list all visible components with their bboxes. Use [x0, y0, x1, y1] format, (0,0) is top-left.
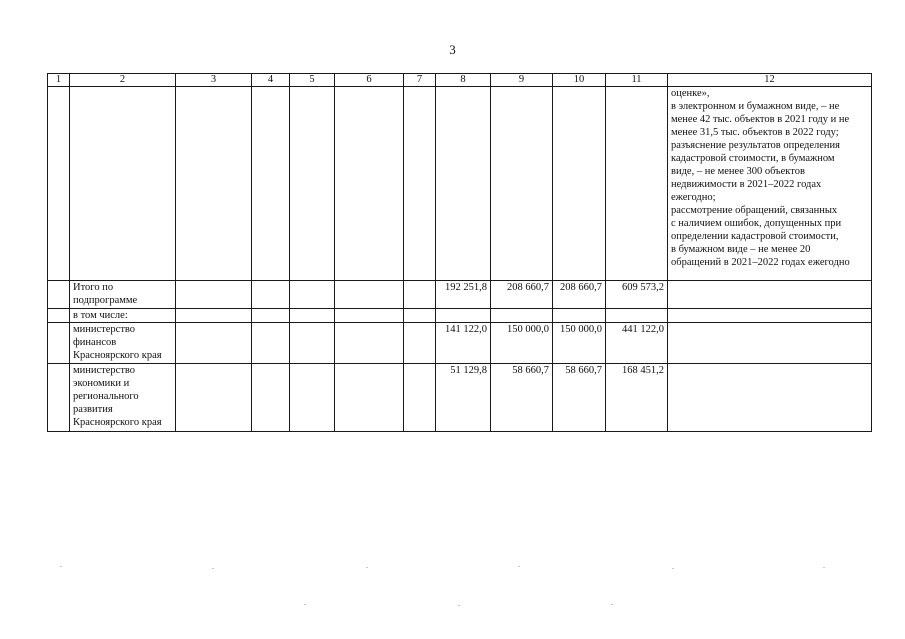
- row-label-line: Красноярского края: [73, 417, 162, 428]
- column-header: 8: [436, 74, 491, 87]
- cell-empty: [606, 309, 668, 323]
- notes-line: оценке»,: [671, 88, 710, 99]
- scan-speck: [611, 604, 613, 605]
- cell-empty: [404, 87, 436, 281]
- notes-line: недвижимости в 2021–2022 годах: [671, 179, 822, 190]
- cell-empty: [48, 323, 70, 364]
- row-label-line: регионального: [73, 391, 139, 402]
- cell-empty: [176, 87, 252, 281]
- cell-empty: [668, 323, 872, 364]
- row-label-cell: [70, 323, 176, 364]
- column-header: 12: [668, 74, 872, 87]
- row-label-line: Итого по: [73, 282, 114, 293]
- notes-line: кадастровой стоимости, в бумажном: [671, 153, 835, 164]
- cell-empty: [668, 309, 872, 323]
- column-header: 10: [553, 74, 606, 87]
- cell-empty: [404, 364, 436, 432]
- notes-line: менее 31,5 тыс. объектов в 2022 году;: [671, 127, 839, 138]
- row-label-cell: [70, 281, 176, 309]
- cell-empty: [491, 87, 553, 281]
- notes-line: обращений в 2021–2022 годах ежегодно: [671, 257, 850, 268]
- cell-empty: [48, 87, 70, 281]
- row-label-line: Красноярского края: [73, 350, 162, 361]
- value-cell: 150 000,0: [553, 323, 606, 364]
- value-cell: 609 573,2: [606, 281, 668, 309]
- row-label-line: финансов: [73, 337, 117, 348]
- column-header: 4: [252, 74, 290, 87]
- row-label-cell: [70, 364, 176, 432]
- notes-line: определении кадастровой стоимости,: [671, 231, 839, 242]
- scan-speck: [458, 605, 460, 606]
- cell-empty: [290, 281, 335, 309]
- cell-empty: [290, 364, 335, 432]
- value-cell: 168 451,2: [606, 364, 668, 432]
- row-label-line: министерство: [73, 365, 136, 376]
- cell-empty: [70, 87, 176, 281]
- cell-empty: [252, 323, 290, 364]
- scan-speck: [366, 567, 368, 568]
- cell-empty: [252, 281, 290, 309]
- value-cell: 192 251,8: [436, 281, 491, 309]
- notes-line: ежегодно;: [671, 192, 716, 203]
- row-label-line: экономики и: [73, 378, 130, 389]
- scan-speck: [518, 566, 520, 567]
- cell-empty: [668, 281, 872, 309]
- cell-empty: [48, 281, 70, 309]
- notes-line: рассмотрение обращений, связанных: [671, 205, 838, 216]
- table-row-including: [48, 309, 872, 323]
- cell-empty: [48, 309, 70, 323]
- cell-empty: [290, 309, 335, 323]
- column-header: 1: [48, 74, 70, 87]
- cell-empty: [335, 309, 404, 323]
- row-label-line: министерство: [73, 324, 136, 335]
- notes-line: разъяснение результатов определения: [671, 140, 840, 151]
- cell-empty: [176, 309, 252, 323]
- cell-empty: [491, 309, 553, 323]
- value-cell: 208 660,7: [491, 281, 553, 309]
- notes-cell: [668, 87, 872, 281]
- scan-speck: [672, 568, 674, 569]
- cell-empty: [404, 281, 436, 309]
- scan-speck: [60, 566, 62, 567]
- column-header: 11: [606, 74, 668, 87]
- column-header: 3: [176, 74, 252, 87]
- scan-speck: [212, 568, 214, 569]
- value-cell: 51 129,8: [436, 364, 491, 432]
- table-row-ministry-economy: [48, 364, 872, 432]
- cell-empty: [48, 364, 70, 432]
- cell-empty: [176, 364, 252, 432]
- table-row-notes: [48, 87, 872, 281]
- row-label-line: развития: [73, 404, 113, 415]
- table-row-ministry-finance: [48, 323, 872, 364]
- column-header: 5: [290, 74, 335, 87]
- page-number: 3: [449, 42, 456, 57]
- notes-line: виде, – не менее 300 объектов: [671, 166, 805, 177]
- cell-empty: [436, 87, 491, 281]
- table-row-total: [48, 281, 872, 309]
- cell-empty: [335, 281, 404, 309]
- header-row: [48, 74, 872, 87]
- cell-empty: [335, 364, 404, 432]
- column-header: 7: [404, 74, 436, 87]
- cell-empty: [252, 87, 290, 281]
- cell-empty: [290, 323, 335, 364]
- notes-line: в бумажном виде – не менее 20: [671, 244, 811, 255]
- scan-speck: [304, 604, 306, 605]
- column-header: 2: [70, 74, 176, 87]
- value-cell: 441 122,0: [606, 323, 668, 364]
- cell-empty: [404, 323, 436, 364]
- value-cell: 58 660,7: [491, 364, 553, 432]
- budget-table: [47, 73, 872, 432]
- column-header: 6: [335, 74, 404, 87]
- cell-empty: [252, 364, 290, 432]
- notes-line: с наличием ошибок, допущенных при: [671, 218, 842, 229]
- cell-empty: [436, 309, 491, 323]
- notes-line: менее 42 тыс. объектов в 2021 году и не: [671, 114, 850, 125]
- cell-empty: [176, 323, 252, 364]
- value-cell: 58 660,7: [553, 364, 606, 432]
- value-cell: 208 660,7: [553, 281, 606, 309]
- cell-empty: [404, 309, 436, 323]
- cell-empty: [668, 364, 872, 432]
- row-label-line: подпрограмме: [73, 295, 138, 306]
- cell-empty: [553, 309, 606, 323]
- cell-empty: [252, 309, 290, 323]
- scan-speck: [823, 567, 825, 568]
- cell-empty: [290, 87, 335, 281]
- cell-empty: [335, 323, 404, 364]
- cell-empty: [176, 281, 252, 309]
- cell-empty: [606, 87, 668, 281]
- column-header: 9: [491, 74, 553, 87]
- value-cell: 141 122,0: [436, 323, 491, 364]
- row-label-cell: в том числе:: [70, 309, 176, 323]
- notes-line: в электронном и бумажном виде, – не: [671, 101, 840, 112]
- value-cell: 150 000,0: [491, 323, 553, 364]
- cell-empty: [553, 87, 606, 281]
- cell-empty: [335, 87, 404, 281]
